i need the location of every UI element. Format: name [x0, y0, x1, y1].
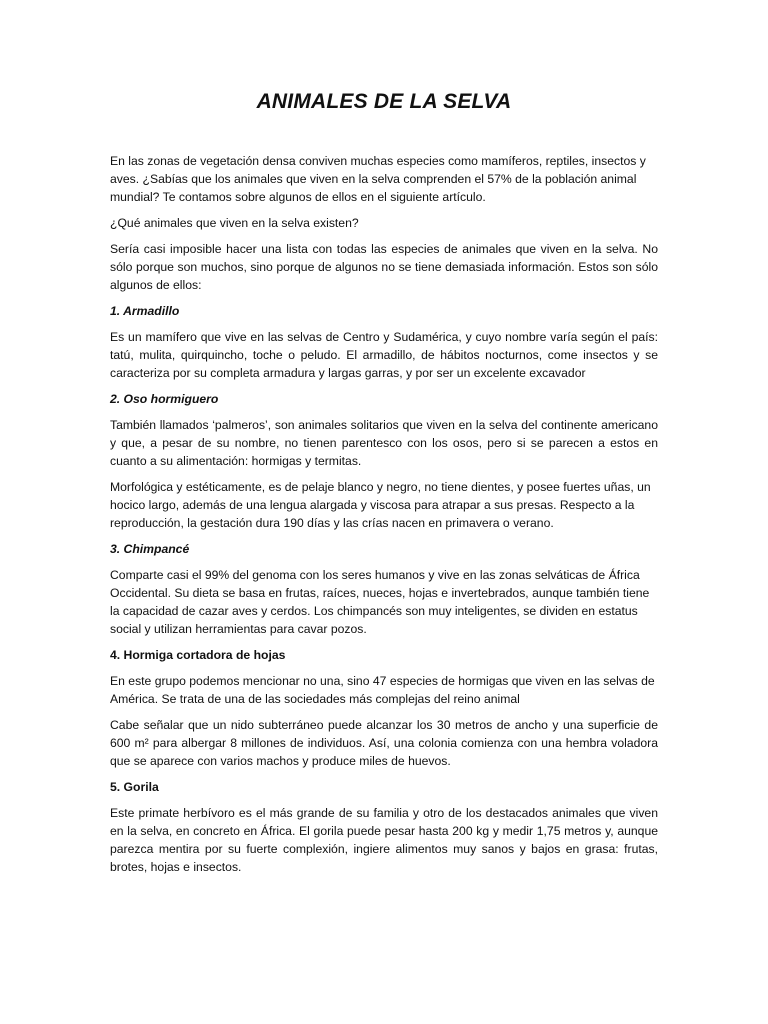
section-heading-armadillo: 1. Armadillo — [110, 304, 180, 318]
overview-paragraph: Sería casi imposible hacer una lista con todas las especies de animales que viven en la selva. No sólo porque son muchos, sino porque de algunos no se tiene demasiada información. Estos son sólo algunos de ellos: — [110, 242, 658, 292]
section-paragraph: En este grupo podemos mencionar no una, sino 47 especies de hormigas que viven en las selvas de América. Se trata de una de las sociedades más complejas del reino animal — [110, 674, 655, 706]
document-body — [110, 152, 658, 876]
question-paragraph: ¿Qué animales que viven en la selva existen? — [110, 216, 359, 230]
intro-paragraph: En las zonas de vegetación densa conviven muchas especies como mamíferos, reptiles, insectos y aves. ¿Sabías que los animales que viven en la selva comprenden el 57% de la población animal mundial? Te contamos sobre algunos de ellos en el siguiente artículo. — [110, 154, 646, 204]
section-paragraph: También llamados ‘palmeros’, son animales solitarios que viven en la selva del continente americano y que, a pesar de su nombre, no tienen parentesco con los osos, pero si se parecen a estos en cuanto a su alimentación: hormigas y termitas. — [110, 418, 658, 468]
section-paragraph: Morfológica y estéticamente, es de pelaje blanco y negro, no tiene dientes, y posee fuertes uñas, un hocico largo, además de una lengua alargada y viscosa para atrapar a sus presas. Respecto a la reproducción, la gestación dura 190 días y las crías nacen en primavera o verano. — [110, 480, 651, 530]
section-paragraph: Comparte casi el 99% del genoma con los seres humanos y vive en las zonas selváticas de África Occidental. Su dieta se basa en frutas, raíces, nueces, hojas e invertebrados, aunque también tiene la capacidad de cazar aves y cerdos. Los chimpancés son muy inteligentes, se dividen en estatus social y utilizan herramientas para cavar pozos. — [110, 568, 650, 636]
section-heading-hormiga: 4. Hormiga cortadora de hojas — [110, 648, 286, 662]
section-heading-oso-hormiguero: 2. Oso hormiguero — [110, 392, 219, 406]
section-heading-chimpance: 3. Chimpancé — [110, 542, 190, 556]
section-paragraph: Es un mamífero que vive en las selvas de Centro y Sudamérica, y cuyo nombre varía según el país: tatú, mulita, quirquincho, toche o peludo. El armadillo, de hábitos nocturnos, come insectos y se caracteriza por su completa armadura y largas garras, y por ser un excelente excavador — [110, 330, 658, 380]
section-paragraph: Cabe señalar que un nido subterráneo puede alcanzar los 30 metros de ancho y una superficie de 600 m² para albergar 8 millones de individuos. Así, una colonia comienza con una hembra voladora que se aparece con varios machos y produce miles de huevos. — [110, 718, 658, 768]
document-title: ANIMALES DE LA SELVA — [256, 90, 512, 113]
section-heading-gorila: 5. Gorila — [110, 780, 159, 794]
section-paragraph: Este primate herbívoro es el más grande de su familia y otro de los destacados animales que viven en la selva, en concreto en África. El gorila puede pesar hasta 200 kg y medir 1,75 metros y, aunque parezca mentira por su fuerte complexión, ingiere alimentos muy sanos y bajos en grasa: frutas, brotes, hojas e insectos. — [110, 806, 658, 874]
